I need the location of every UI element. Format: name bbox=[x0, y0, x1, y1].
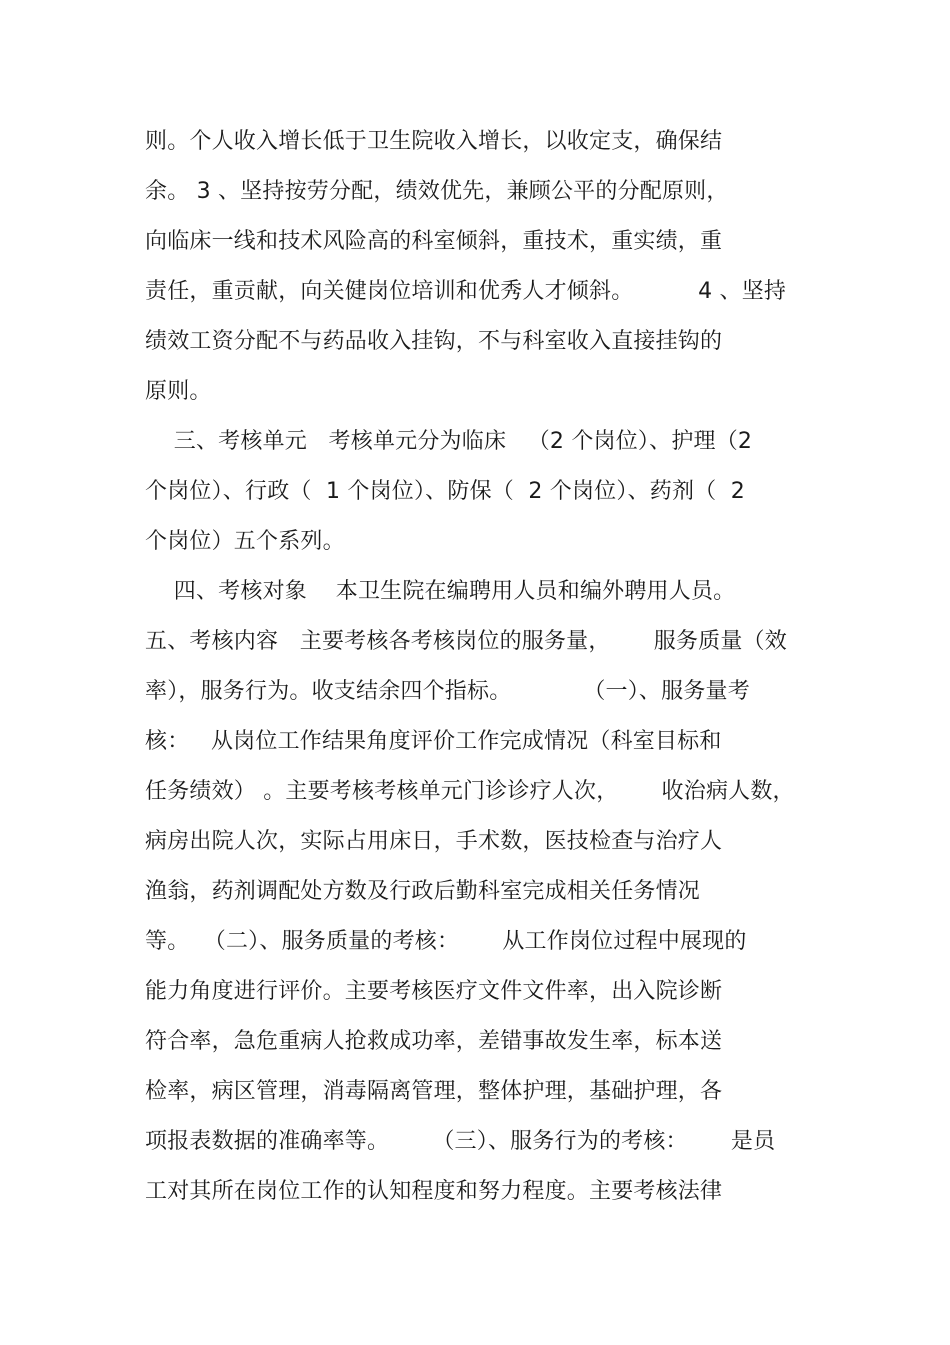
text-line: 个岗位）、行政（ 1 个岗位）、防保（ 2 个岗位）、药剂（ 2 bbox=[145, 479, 745, 504]
text-line: 则。个人收入增长低于卫生院收入增长，以收定支，确保结 bbox=[145, 129, 723, 154]
text-line: 能力角度进行评价。主要考核医疗文件文件率，出入院诊断 bbox=[145, 979, 723, 1004]
text-line: 个岗位）五个系列。 bbox=[145, 529, 345, 554]
text-line: 五、考核内容 主要考核各考核岗位的服务量， 服务质量（效 bbox=[145, 629, 787, 654]
text-line: 工对其所在岗位工作的认知程度和努力程度。主要考核法律 bbox=[145, 1179, 723, 1204]
text-line: 责任，重贡献，向关健岗位培训和优秀人才倾斜。 4 、坚持 bbox=[145, 279, 787, 304]
text-line: 余。 3 、坚持按劳分配，绩效优先，兼顾公平的分配原则， bbox=[145, 179, 729, 204]
text-line: 四、考核对象 本卫生院在编聘用人员和编外聘用人员。 bbox=[145, 579, 736, 604]
text-line: 任务绩效） 。主要考核考核单元门诊诊疗人次， 收治病人数， bbox=[145, 779, 795, 804]
text-line: 核： 从岗位工作结果角度评价工作完成情况（科室目标和 bbox=[145, 729, 722, 754]
text-line: 病房出院人次，实际占用床日，手术数，医技检查与治疗人 bbox=[145, 829, 723, 854]
text-line: 符合率，急危重病人抢救成功率，差错事故发生率，标本送 bbox=[145, 1029, 723, 1054]
text-line: 向临床一线和技术风险高的科室倾斜，重技术，重实绩，重 bbox=[145, 229, 723, 254]
text-line: 项报表数据的准确率等。 （三）、服务行为的考核： 是员 bbox=[145, 1129, 776, 1154]
text-line: 绩效工资分配不与药品收入挂钩，不与科室收入直接挂钩的 bbox=[145, 329, 723, 354]
text-line: 渔翁，药剂调配处方数及行政后勤科室完成相关任务情况 bbox=[145, 879, 701, 904]
text-line: 率），服务行为。收支结余四个指标。 （一）、服务量考 bbox=[145, 679, 750, 704]
text-line: 三、考核单元 考核单元分为临床 （2 个岗位）、护理（2 bbox=[145, 429, 753, 454]
text-line: 原则。 bbox=[145, 379, 212, 404]
text-line: 检率，病区管理，消毒隔离管理，整体护理，基础护理，各 bbox=[145, 1079, 723, 1104]
text-line: 等。 （二）、服务质量的考核： 从工作岗位过程中展现的 bbox=[145, 929, 747, 954]
